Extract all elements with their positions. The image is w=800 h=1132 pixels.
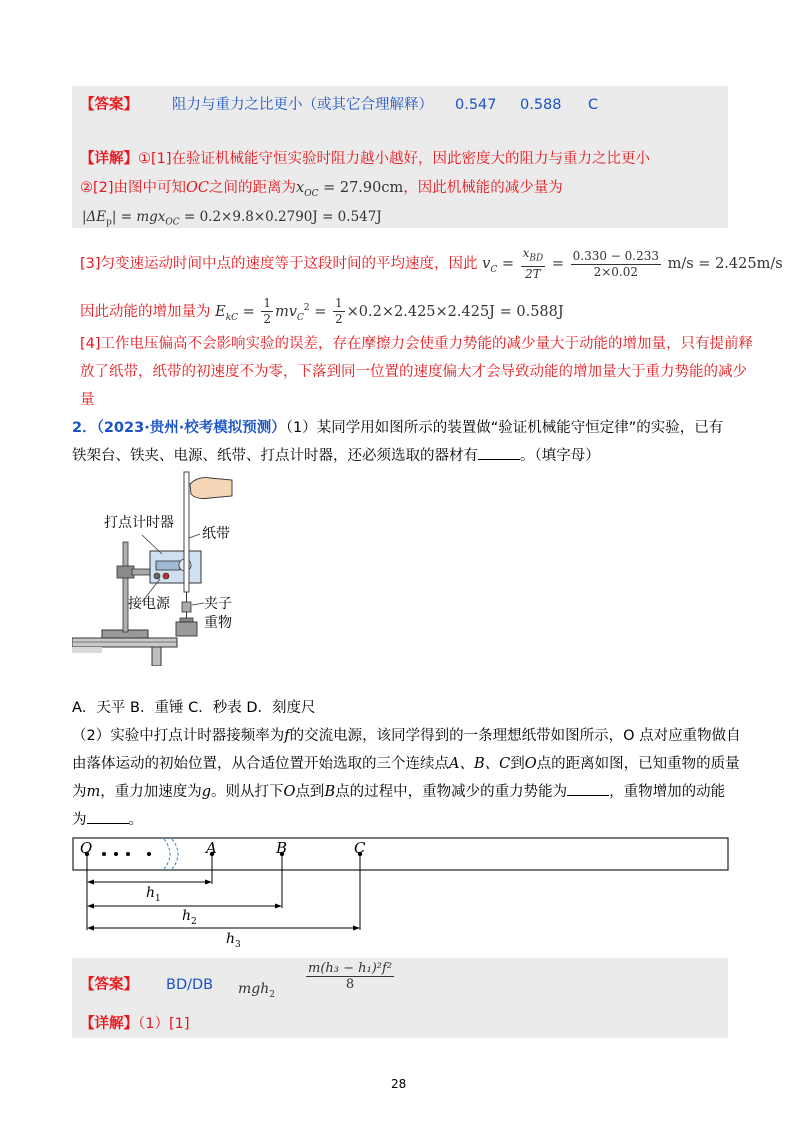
segment-oc: OC <box>186 180 210 196</box>
fraction-half-2: $\frac{1}{2}$ <box>335 296 343 327</box>
question-2-text-3-tail: 的交流电源，该同学得到的一条理想纸带如图所示，O 点对应重物做自 <box>289 728 741 744</box>
question-2-line-4 <box>72 754 740 774</box>
eq1-sub2: OC <box>165 217 180 228</box>
detail-line3-prefix: [3]匀变速运动时间中点的速度等于这段时间的平均速度，因此 <box>80 256 478 273</box>
timer-terminal-2 <box>163 573 169 579</box>
symbol-g: g <box>201 784 212 800</box>
fraction-numeric: $\frac{0.330 - 0.233}{2\times 0.02}$ <box>572 248 660 279</box>
detail-line-6: 放了纸带，纸带的初速度不为零，下落到同一位置的速度偏大才会导致动能的增加量大于重力势能的减少 <box>80 364 747 380</box>
clamp-holder <box>117 566 134 578</box>
fraction-xbd-2t: $\frac{x_{BD}}{2T}$ <box>522 246 544 282</box>
paper-tape <box>184 472 189 592</box>
dot-3 <box>126 852 130 856</box>
label-power: 接电源 <box>128 596 170 612</box>
label-timer: 打点计时器 <box>104 515 174 531</box>
answer-row-1 <box>80 95 138 115</box>
question-number: 2． <box>72 420 97 436</box>
detail-tag-2: 【详解】 <box>80 1016 138 1032</box>
answer-tag-2: 【答案】 <box>80 977 138 993</box>
answer-blank-1[interactable] <box>478 459 520 460</box>
tape-label-o: O <box>80 839 93 857</box>
clip <box>182 602 191 612</box>
formula-x: x <box>296 180 305 196</box>
answer-tag: 【答案】 <box>80 97 138 113</box>
question-source: （2023·贵州·校考模拟预测） <box>96 420 286 436</box>
mv-term: mv <box>275 303 298 320</box>
formula-x-sub: OC <box>304 188 319 199</box>
label-tape: 纸带 <box>202 526 230 542</box>
eq1-tail: = 0.2×9.8×0.2790J = 0.547J <box>179 209 382 225</box>
eq1-sub: p <box>106 217 112 228</box>
answer-text-1: 阻力与重力之比更小（或其它合理解释） <box>172 97 433 113</box>
answer2-value-2: mgh$_2$ <box>238 981 275 1000</box>
question-2-text-3: （2）实验中打点计时器接频率为 <box>72 728 285 744</box>
detail-tag: 【详解】 <box>80 151 138 167</box>
eq1-part: |ΔE <box>82 209 107 225</box>
tape-figure <box>72 836 732 948</box>
leader-tape <box>189 534 200 538</box>
tape-label-h3: $h_3$ <box>226 931 241 950</box>
question-2-text-4-mid: 到 <box>510 756 525 772</box>
tape-label-h2: $h_2$ <box>182 908 197 927</box>
detail-text-1: ①[1]在验证机械能守恒实验时阻力越小越好，因此密度大的阻力与重力之比更小 <box>138 151 651 167</box>
detail-line-7: 量 <box>80 392 95 408</box>
answer2-value-1: BD/DB <box>166 977 214 993</box>
equation-delta-ep <box>82 207 382 233</box>
detail-2-text: （1）[1] <box>138 1016 190 1032</box>
detail-line-3: [3]匀变速运动时间中点的速度等于这段时间的平均速度，因此 $v_C$ = $\frac{x_{BD}}{2T}$ = $\frac{0.330 - 0.233}{2\times 0.02}$ m/s = 2.425m/s <box>80 246 783 282</box>
energy-result: ×0.2×2.425×2.425J = 0.588J <box>346 303 564 320</box>
question-2-text-4: 由落体运动的初始位置，从合适位置开始选取的三个连续点 <box>72 756 449 772</box>
detail-line4-prefix: 因此动能的增加量为 <box>80 303 211 320</box>
dot-2 <box>114 852 118 856</box>
question-2-text-2-tail: 。（填字母） <box>520 448 600 464</box>
weight-body <box>176 622 197 636</box>
detail-line-2 <box>80 178 563 204</box>
tape-label-h1: $h_1$ <box>146 885 161 904</box>
detail-line2-suffix: ，因此机械能的减少量为 <box>403 180 563 196</box>
detail-line-1 <box>80 149 650 169</box>
detail-line2-prefix: ②[2]由图中可知 <box>80 180 187 196</box>
answer2-value-3: $\frac{\text{m(h₃ − h₁)²f²}}{8}$ <box>308 961 393 992</box>
answer-value-2: 0.588 <box>520 97 562 113</box>
velocity-result: m/s = 2.425m/s <box>667 256 783 273</box>
answer-blank-2[interactable] <box>567 795 609 796</box>
question-2-text-2: 铁架台、铁夹、电源、纸带、打点计时器，还必须选取的器材有 <box>72 448 478 464</box>
symbol-o: O <box>524 756 537 772</box>
symbol-points: A、B、C <box>449 756 511 772</box>
weight-top <box>180 618 193 622</box>
tape-label-a: A <box>206 839 217 857</box>
question-2-line-1 <box>72 418 723 438</box>
tape-strip <box>73 838 728 870</box>
question-2-text-1: （1）某同学用如图所示的装置做“验证机械能守恒定律”的实验，已有 <box>285 420 724 436</box>
table-front <box>72 647 102 653</box>
detail-line-4: 因此动能的增加量为 $E_{kC}$ = $\frac{1}{2}$ $mv_C^2$ = $\frac{1}{2}$ ×0.2×2.425×2.425J = 0.588J <box>80 296 564 327</box>
answer-blank-3[interactable] <box>87 823 129 824</box>
answer-value-1: 0.547 <box>455 97 497 113</box>
question-2-line-6: 为 。 <box>72 812 143 828</box>
eq1-rest: | = mgx <box>111 209 166 225</box>
symbol-m: m <box>86 784 101 800</box>
leader-clip <box>192 603 204 605</box>
dot-1 <box>102 852 106 856</box>
tape-label-b: B <box>276 839 288 857</box>
question-2-text-4-tail: 点的距离如图，已知重物的质量 <box>536 756 740 772</box>
symbol-f: f <box>284 728 290 744</box>
hand-shape <box>190 478 232 499</box>
energy-e: E <box>215 303 226 320</box>
label-clip: 夹子 <box>204 596 232 612</box>
clamp-arm <box>132 569 152 575</box>
question-2-line-3 <box>72 726 741 746</box>
apparatus-figure <box>72 462 292 666</box>
timer-inner <box>156 561 180 570</box>
table-top <box>72 638 177 647</box>
detail-line2-mid: 之间的距离为 <box>209 180 297 196</box>
dot-4 <box>147 852 151 856</box>
velocity-v-sub: C <box>490 265 498 276</box>
question-2-line-5: 为m，重力加速度为g。则从打下O点到B点的过程中，重物减少的重力势能为 ，重物增加的动能 <box>72 784 726 800</box>
tape-label-c: C <box>354 839 366 857</box>
detail-2-line <box>80 1014 190 1034</box>
timer-terminal-1 <box>154 573 160 579</box>
page-number: 28 <box>391 1077 407 1091</box>
table-leg <box>152 647 161 666</box>
detail-line-5: [4]工作电压偏高不会影响实验的误差，存在摩擦力会使重力势能的减少量大于动能的增加量，只有提前释 <box>80 336 754 352</box>
fraction-half-1: $\frac{1}{2}$ <box>263 296 272 327</box>
answer-value-3: C <box>588 97 599 113</box>
formula-value: = 27.90cm <box>318 180 404 196</box>
label-weight: 重物 <box>204 615 232 631</box>
velocity-v: v <box>482 256 491 273</box>
options-line: A．天平 B．重锤 C．秒表 D．刻度尺 <box>72 700 316 716</box>
energy-e-sub: kC <box>225 312 239 323</box>
stand-rod <box>123 542 128 632</box>
